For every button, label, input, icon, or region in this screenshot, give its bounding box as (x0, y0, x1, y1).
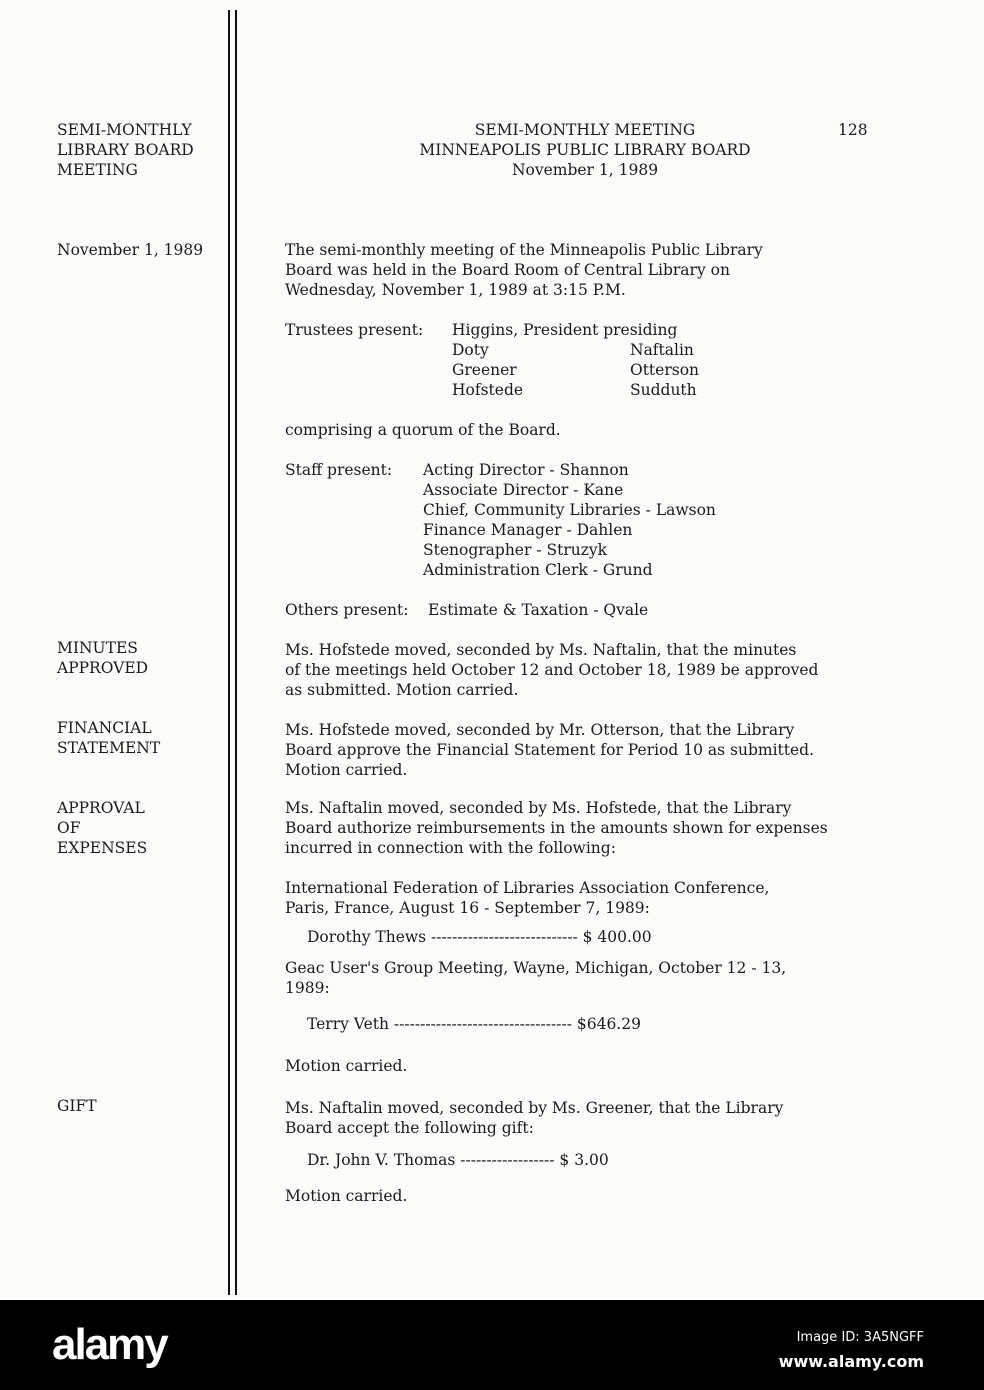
staff-member: Administration Clerk - Grund (423, 561, 653, 579)
text-line: Ms. Naftalin moved, seconded by Ms. Greener, that the Library (285, 1099, 784, 1117)
intro-paragraph (285, 240, 763, 300)
text-line: Motion carried. (285, 761, 408, 779)
others-value: Estimate & Taxation - Qvale (428, 601, 649, 619)
trustee: Naftalin (630, 341, 694, 359)
staff-member: Finance Manager - Dahlen (423, 521, 633, 539)
margin-rule-left (228, 10, 230, 1295)
text-line: The semi-monthly meeting of the Minneapolis Public Library (285, 241, 763, 259)
staff-member: Acting Director - Shannon (423, 461, 629, 479)
text-line: Ms. Naftalin moved, seconded by Ms. Hofstede, that the Library (285, 799, 792, 817)
staff-member: Associate Director - Kane (423, 481, 624, 499)
margin-line: FINANCIAL (57, 719, 152, 737)
margin-line: OF (57, 819, 81, 837)
text-line: Paris, France, August 16 - September 7, 1989: (285, 899, 650, 917)
text-line: Board authorize reimbursements in the amounts shown for expenses (285, 819, 828, 837)
staff-member: Chief, Community Libraries - Lawson (423, 501, 716, 519)
staff-list (423, 460, 716, 580)
expense-item: Terry Veth ---------------------------------- $646.29 (307, 1015, 641, 1033)
margin-heading-line: MEETING (57, 161, 138, 179)
trustee: Hofstede (452, 381, 524, 399)
watermark-url: www.alamy.com (778, 1352, 924, 1371)
text-line: as submitted. Motion carried. (285, 681, 519, 699)
staff-member: Stenographer - Struzyk (423, 541, 608, 559)
staff-label: Staff present: (285, 461, 393, 479)
event-2 (285, 958, 786, 998)
trustee: Greener (452, 361, 517, 379)
trustee: Sudduth (630, 381, 697, 399)
margin-financial (57, 718, 160, 758)
margin-date: November 1, 1989 (57, 241, 204, 259)
margin-line: APPROVAL (57, 799, 145, 817)
trustees-label: Trustees present: (285, 321, 424, 339)
header-line: SEMI-MONTHLY MEETING (474, 121, 696, 139)
text-line: of the meetings held October 12 and October 18, 1989 be approved (285, 661, 819, 679)
text-line: Board accept the following gift: (285, 1119, 534, 1137)
text-line: Geac User's Group Meeting, Wayne, Michigan, October 12 - 13, (285, 959, 787, 977)
trustees-lead: Higgins, President presiding (452, 321, 678, 339)
margin-line: EXPENSES (57, 839, 148, 857)
text-line: Ms. Hofstede moved, seconded by Mr. Otterson, that the Library (285, 721, 795, 739)
margin-line: MINUTES (57, 639, 138, 657)
margin-expenses (57, 798, 147, 858)
margin-rule-right (235, 10, 237, 1295)
margin-heading-line: SEMI-MONTHLY (57, 121, 192, 139)
trustee: Otterson (630, 361, 700, 379)
quorum-text: comprising a quorum of the Board. (285, 421, 561, 439)
expense-item: Dorothy Thews ---------------------------- $ 400.00 (307, 928, 652, 946)
others-label: Others present: (285, 601, 409, 619)
minutes-paragraph (285, 640, 818, 700)
text-line: Board approve the Financial Statement for Period 10 as submitted. (285, 741, 815, 759)
header-line: MINNEAPOLIS PUBLIC LIBRARY BOARD (419, 141, 751, 159)
watermark-bar (0, 1300, 984, 1390)
margin-line: APPROVED (57, 659, 149, 677)
page-number: 128 (838, 121, 868, 139)
gift-item: Dr. John V. Thomas ------------------ $ 3.00 (307, 1151, 609, 1169)
image-id: Image ID: 3A5NGFF (796, 1330, 924, 1345)
motion-carried: Motion carried. (285, 1057, 408, 1075)
margin-minutes (57, 638, 148, 678)
text-line: incurred in connection with the following: (285, 839, 616, 857)
gift-paragraph (285, 1098, 783, 1138)
margin-line: STATEMENT (57, 739, 161, 757)
text-line: Wednesday, November 1, 1989 at 3:15 P.M. (285, 281, 626, 299)
alamy-logo: alamy (52, 1320, 167, 1369)
margin-heading-line: LIBRARY BOARD (57, 141, 194, 159)
text-line: Board was held in the Board Room of Central Library on (285, 261, 730, 279)
text-line: International Federation of Libraries Association Conference, (285, 879, 770, 897)
margin-gift: GIFT (57, 1097, 97, 1115)
expenses-paragraph (285, 798, 828, 858)
text-line: 1989: (285, 979, 330, 997)
financial-paragraph (285, 720, 814, 780)
motion-carried: Motion carried. (285, 1187, 408, 1205)
text-line: Ms. Hofstede moved, seconded by Ms. Naftalin, that the minutes (285, 641, 797, 659)
header-line: November 1, 1989 (511, 161, 659, 179)
trustee: Doty (452, 341, 489, 359)
event-1 (285, 878, 769, 918)
